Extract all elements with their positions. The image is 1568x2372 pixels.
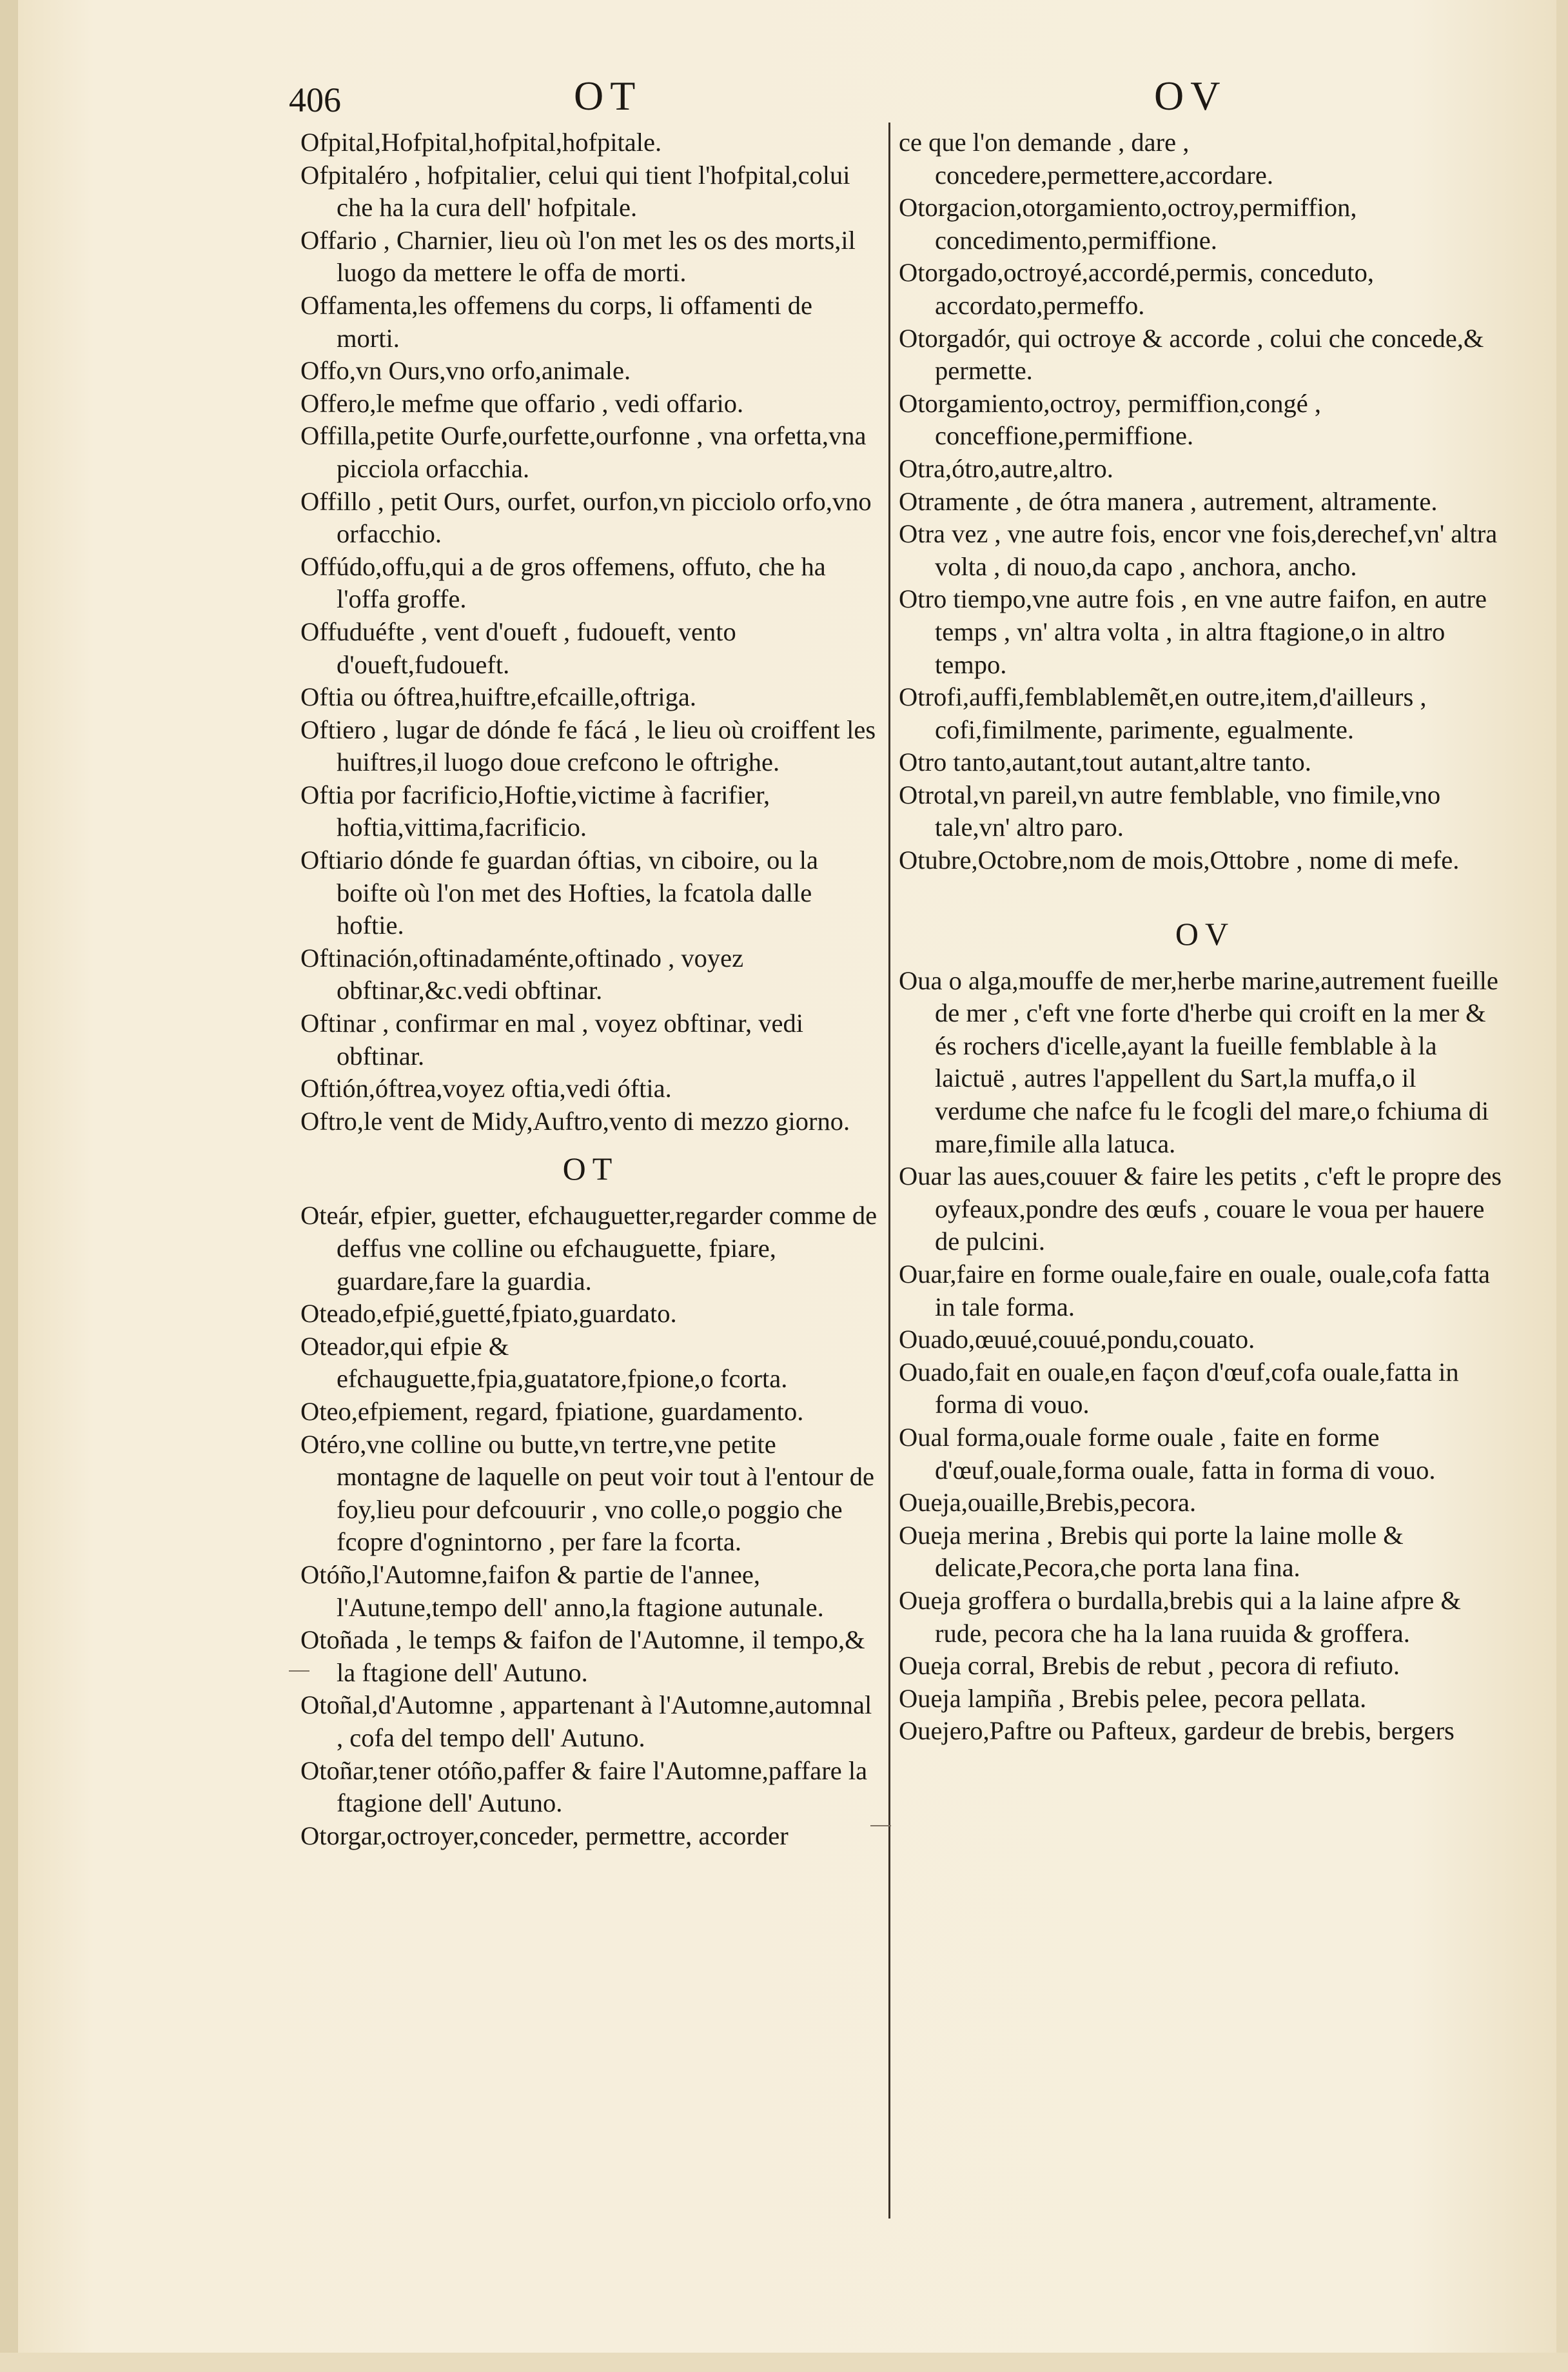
dictionary-entry: Otro tiempo,vne autre fois , en vne autre faifon, en autre temps , vn' altra volta , in altra ftagione,o in altro tempo. — [899, 584, 1487, 679]
running-head-left: OT — [574, 73, 642, 119]
page-edge-bottom — [0, 2353, 1568, 2372]
running-head-right: OV — [1154, 73, 1227, 119]
dictionary-entry: Offamenta,les offemens du corps, li offamenti de morti. — [300, 290, 813, 353]
dictionary-entry: Oueja corral, Brebis de rebut , pecora di refiuto. — [899, 1651, 1400, 1681]
margin-mark — [870, 1825, 891, 1826]
dictionary-entry: Ouar,faire en forme ouale,faire en ouale, ouale,cofa fatta in tale forma. — [899, 1260, 1490, 1321]
margin-mark — [289, 1670, 309, 1672]
left-column — [300, 126, 881, 1852]
dictionary-entry: Oftia ou óftrea,huiftre,efcaille,oftriga. — [300, 682, 696, 712]
dictionary-entry: Oteár, efpier, guetter, efchauguetter,regarder comme de deffus vne colline ou efchauguette, fpiare, guardare,fare la guardia. — [300, 1201, 877, 1296]
dictionary-entry: Oftiero , lugar de dónde fe fácá , le lieu où croiffent les huiftres,il luogo doue crefcono le oftrighe. — [300, 715, 876, 777]
dictionary-entry: Ofpital,Hofpital,hofpital,hofpitale. — [300, 128, 662, 157]
dictionary-entry: Otrofi,auffi,femblablemẽt,en outre,item,d'ailleurs , cofi,fimilmente, parimente, egualmente. — [899, 682, 1427, 744]
dictionary-entry: Oftinar , confirmar en mal , voyez obftinar, vedi obftinar. — [300, 1009, 803, 1071]
dictionary-entry: Otrotal,vn pareil,vn autre femblable, vno fimile,vno tale,vn' altro paro. — [899, 780, 1441, 842]
dictionary-entry: Otóño,l'Automne,faifon & partie de l'annee, l'Autune,tempo dell' anno,la ftagione autunale. — [300, 1559, 824, 1622]
dictionary-entry: Otoñar,tener otóño,paffer & faire l'Automne,paffare la ftagione dell' Autuno. — [300, 1755, 868, 1818]
dictionary-entry: Ouado,œuué,couué,pondu,couato. — [899, 1325, 1255, 1354]
dictionary-entry: Otorgamiento,octroy, permiffion,congé , conceffione,permiffione. — [899, 388, 1321, 451]
dictionary-entry: Otra vez , vne autre fois, encor vne fois,derechef,vn' altra volta , di nouo,da capo , anchora, ancho. — [899, 519, 1498, 581]
dictionary-entry: Offuduéfte , vent d'oueft , fudoueft, vento d'oueft,fudoueft. — [300, 617, 736, 679]
dictionary-entry: Oua o alga,mouffe de mer,herbe marine,autrement fueille de mer , c'eft vne forte d'herbe qui croift en la mer & és rochers d'icelle,ayant la fueille femblable à la laictuë , autres l'appellent du Sart,la muffa,o il verdume che nafce fu le fcogli del mare,o fchiuma di mare,fimile alla latuca. — [899, 965, 1498, 1158]
dictionary-entry: Otorgar,octroyer,conceder, permettre, accorder — [300, 1821, 789, 1850]
dictionary-entry: Oueja,ouaille,Brebis,pecora. — [899, 1488, 1197, 1517]
page-edge-right — [1556, 0, 1568, 2372]
dictionary-entry: Oftro,le vent de Midy,Auftro,vento di mezzo giorno. — [300, 1106, 850, 1136]
dictionary-entry: Otorgadór, qui octroye & accorde , colui che concede,& permette. — [899, 323, 1484, 386]
dictionary-entry: Oteador,qui efpie & efchauguette,fpia,guatatore,fpione,o fcorta. — [300, 1331, 788, 1394]
dictionary-entry: Otra,ótro,autre,altro. — [899, 453, 1113, 483]
dictionary-entry: Oftiario dónde fe guardan óftias, vn ciboire, ou la boifte où l'on met des Hofties, la fcatola dalle hoftie. — [300, 845, 818, 940]
dictionary-entry: ce que l'on demande , dare , concedere,permettere,accordare. — [899, 128, 1273, 190]
dictionary-entry: Oftión,óftrea,voyez oftia,vedi óftia. — [300, 1074, 672, 1103]
dictionary-entry: Oteado,efpié,guetté,fpiato,guardato. — [300, 1299, 677, 1329]
dictionary-entry: Oftia por facrificio,Hoftie,victime à facrifier, hoftia,vittima,facrificio. — [300, 780, 770, 842]
dictionary-entry: Offillo , petit Ours, ourfet, ourfon,vn picciolo orfo,vno orfacchio. — [300, 486, 872, 549]
dictionary-entry: Otorgacion,otorgamiento,octroy,permiffion, concedimento,permiffione. — [899, 193, 1357, 255]
dictionary-entry: Offero,le mefme que offario , vedi offario. — [300, 388, 744, 418]
dictionary-entry: Otéro,vne colline ou butte,vn tertre,vne petite montagne de laquelle on peut voir tout à l'entour de foy,lieu pour defcouurir , vno colle,o poggio che fcopre d'ognintorno , per fare la fcorta. — [300, 1429, 874, 1557]
dictionary-entry: Otramente , de ótra manera , autrement, altramente. — [899, 486, 1438, 516]
dictionary-entry: Otro tanto,autant,tout autant,altre tanto. — [899, 747, 1311, 777]
dictionary-entry: Offo,vn Ours,vno orfo,animale. — [300, 356, 631, 386]
right-column — [899, 126, 1511, 1748]
dictionary-entry: Ofpitaléro , hofpitalier, celui qui tient l'hofpital,colui che ha la cura dell' hofpitale. — [300, 160, 850, 222]
page-edge-left — [0, 0, 18, 2372]
dictionary-entry: Otoñada , le temps & faifon de l'Automne, il tempo,& la ftagione dell' Autuno. — [300, 1625, 865, 1687]
dictionary-entry: Oueja groffera o burdalla,brebis qui a la laine afpre & rude, pecora che ha la lana ruuida & groffera. — [899, 1585, 1461, 1648]
dictionary-entry: Oueja merina , Brebis qui porte la laine molle & delicate,Pecora,che porta lana fina. — [899, 1520, 1404, 1583]
dictionary-entry: Oual forma,ouale forme ouale , faite en forme d'œuf,ouale,forma ouale, fatta in forma di vouo. — [899, 1422, 1436, 1485]
dictionary-entry: Ouar las aues,couuer & faire les petits , c'eft le propre des oyfeaux,pondre des œufs , couare le voua per hauere de pulcini. — [899, 1161, 1502, 1256]
dictionary-entry: Ouejero,Paftre ou Pafteux, gardeur de brebis, bergers — [899, 1716, 1455, 1746]
dictionary-entry: Otoñal,d'Automne , appartenant à l'Automne,automnal , cofa del tempo dell' Autuno. — [300, 1690, 872, 1752]
dictionary-entry: Oueja lampiña , Brebis pelee, pecora pellata. — [899, 1683, 1367, 1713]
dictionary-entry: Oftinación,oftinadaménte,oftinado , voyez obftinar,&c.vedi obftinar. — [300, 943, 744, 1005]
dictionary-entry: Offúdo,offu,qui a de gros offemens, offuto, che ha l'offa groffe. — [300, 551, 826, 614]
dictionary-entry: Oteo,efpiement, regard, fpiatione, guardamento. — [300, 1396, 804, 1426]
dictionary-entry: Offario , Charnier, lieu où l'on met les os des morts,il luogo da mettere le offa de morti. — [300, 225, 856, 288]
page-number: 406 — [289, 81, 341, 119]
dictionary-entry: Otubre,Octobre,nom de mois,Ottobre , nome di mefe. — [899, 845, 1460, 875]
section-heading: OT — [562, 1151, 619, 1187]
dictionary-entry: Ouado,fait en ouale,en façon d'œuf,cofa ouale,fatta in forma di vouo. — [899, 1357, 1459, 1419]
dictionary-entry: Offilla,petite Ourfe,ourfette,ourfonne , vna orfetta,vna picciola orfacchia. — [300, 421, 867, 483]
dictionary-entry: Otorgado,octroyé,accordé,permis, conceduto, accordato,permeffo. — [899, 258, 1374, 320]
column-rule — [888, 123, 890, 2219]
section-heading: OV — [1175, 915, 1235, 952]
